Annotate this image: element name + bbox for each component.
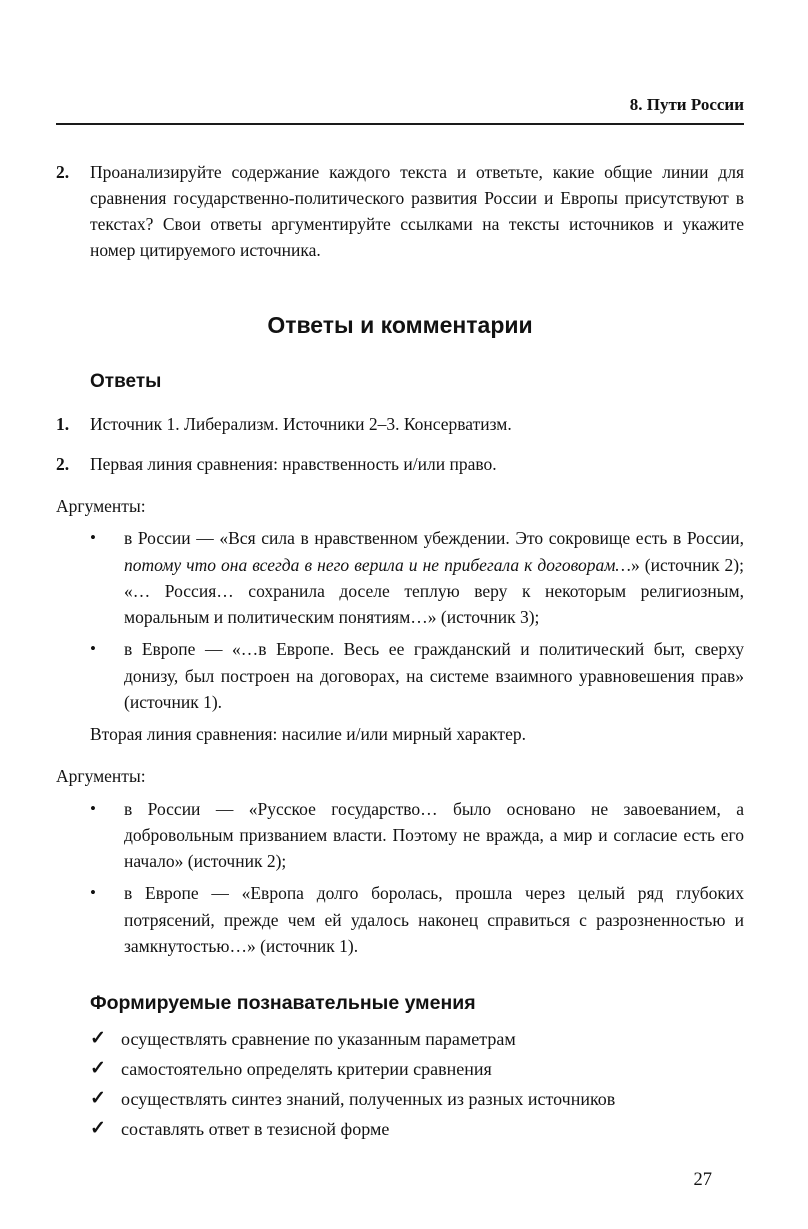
- argument-text: [124, 636, 744, 715]
- argument-text: [124, 880, 744, 959]
- task-text: Проанализируйте содержание каждого текста и ответьте, какие общие линии для сравнения государственно-политического развития России и Европы присутствуют в текстах? Свои ответы аргументируйте ссылками на тексты источников и укажите номер цитируемого источника.: [90, 161, 744, 261]
- answer-number: 2.: [56, 453, 70, 474]
- second-comparison-line: Вторая линия сравнения: насилие и/или мирный характер.: [90, 724, 526, 744]
- skill-text: осуществлять сравнение по указанным параметрам: [121, 1029, 516, 1050]
- check-icon: ✓: [90, 1088, 106, 1110]
- argument-part: » (источник 2); «… Россия… сохранила доселе теплую веру к некоторым религиозным, моральным и политическим понятиям…» (источник 3);: [124, 554, 744, 627]
- skill-item-4: [90, 1116, 744, 1143]
- argument-bullet-russia-1: [90, 525, 744, 630]
- skill-text: самостоятельно определять критерии сравнения: [121, 1059, 492, 1080]
- argument-part: в России — «Русское государство… было основано не завоеванием, а добровольным призванием власти. Поэтому не вражда, а мир и согласие есть его начало» (источник 2);: [124, 798, 744, 871]
- running-head-text: 8. Пути России: [629, 95, 744, 114]
- arguments-label-2: Аргументы:: [56, 766, 146, 787]
- argument-bullet-europe-2: [90, 880, 744, 959]
- argument-text: [124, 525, 744, 630]
- argument-part-italic: потому что она всегда в него верила и не прибегала к договорам…: [124, 554, 631, 575]
- skill-text: составлять ответ в тезисной форме: [121, 1119, 390, 1140]
- answer-text: Источник 1. Либерализм. Источники 2–3. Консерватизм.: [90, 413, 512, 434]
- page-number: 27: [693, 1170, 712, 1191]
- bullet-icon: •: [90, 528, 96, 548]
- check-icon: ✓: [90, 1028, 106, 1050]
- answer-item-1: [56, 411, 744, 437]
- skill-text: осуществлять синтез знаний, полученных из разных источников: [121, 1089, 616, 1110]
- task-number: 2.: [56, 161, 70, 182]
- argument-bullet-europe-1: [90, 636, 744, 715]
- argument-part: в Европе — «Европа долго боролась, прошла через целый ряд глубоких потрясений, прежде чем ей удалось наконец справиться с разрозненностью и замкнутостью…» (источник 1).: [124, 883, 744, 956]
- argument-text: [124, 796, 744, 875]
- answer-text: Первая линия сравнения: нравственность и/или право.: [90, 453, 497, 474]
- argument-part: в Европе — «…в Европе. Весь ее гражданский и политический быт, сверху донизу, был построен на договорах, на системе взаимного уравновешения прав» (источник 1).: [124, 639, 744, 712]
- bullet-icon: •: [90, 639, 96, 659]
- running-head: [56, 92, 744, 125]
- task-item-2: [56, 159, 744, 264]
- arguments-label-1: Аргументы:: [56, 496, 146, 516]
- skills-title: Формируемые познавательные умения: [90, 992, 476, 1014]
- argument-part: в России — «Вся сила в нравственном убеждении. Это сокровище есть в России,: [124, 528, 744, 549]
- section-title: Ответы и комментарии: [267, 311, 533, 338]
- skill-item-3: [90, 1086, 744, 1113]
- answers-subtitle: Ответы: [90, 371, 162, 392]
- bullet-icon: •: [90, 798, 96, 818]
- skill-item-1: [90, 1026, 744, 1053]
- skill-item-2: [90, 1056, 744, 1083]
- answer-number: 1.: [56, 413, 70, 434]
- bullet-icon: •: [90, 883, 96, 903]
- check-icon: ✓: [90, 1058, 106, 1080]
- check-icon: ✓: [90, 1118, 106, 1140]
- answer-item-2: [56, 451, 744, 477]
- argument-bullet-russia-2: [90, 796, 744, 875]
